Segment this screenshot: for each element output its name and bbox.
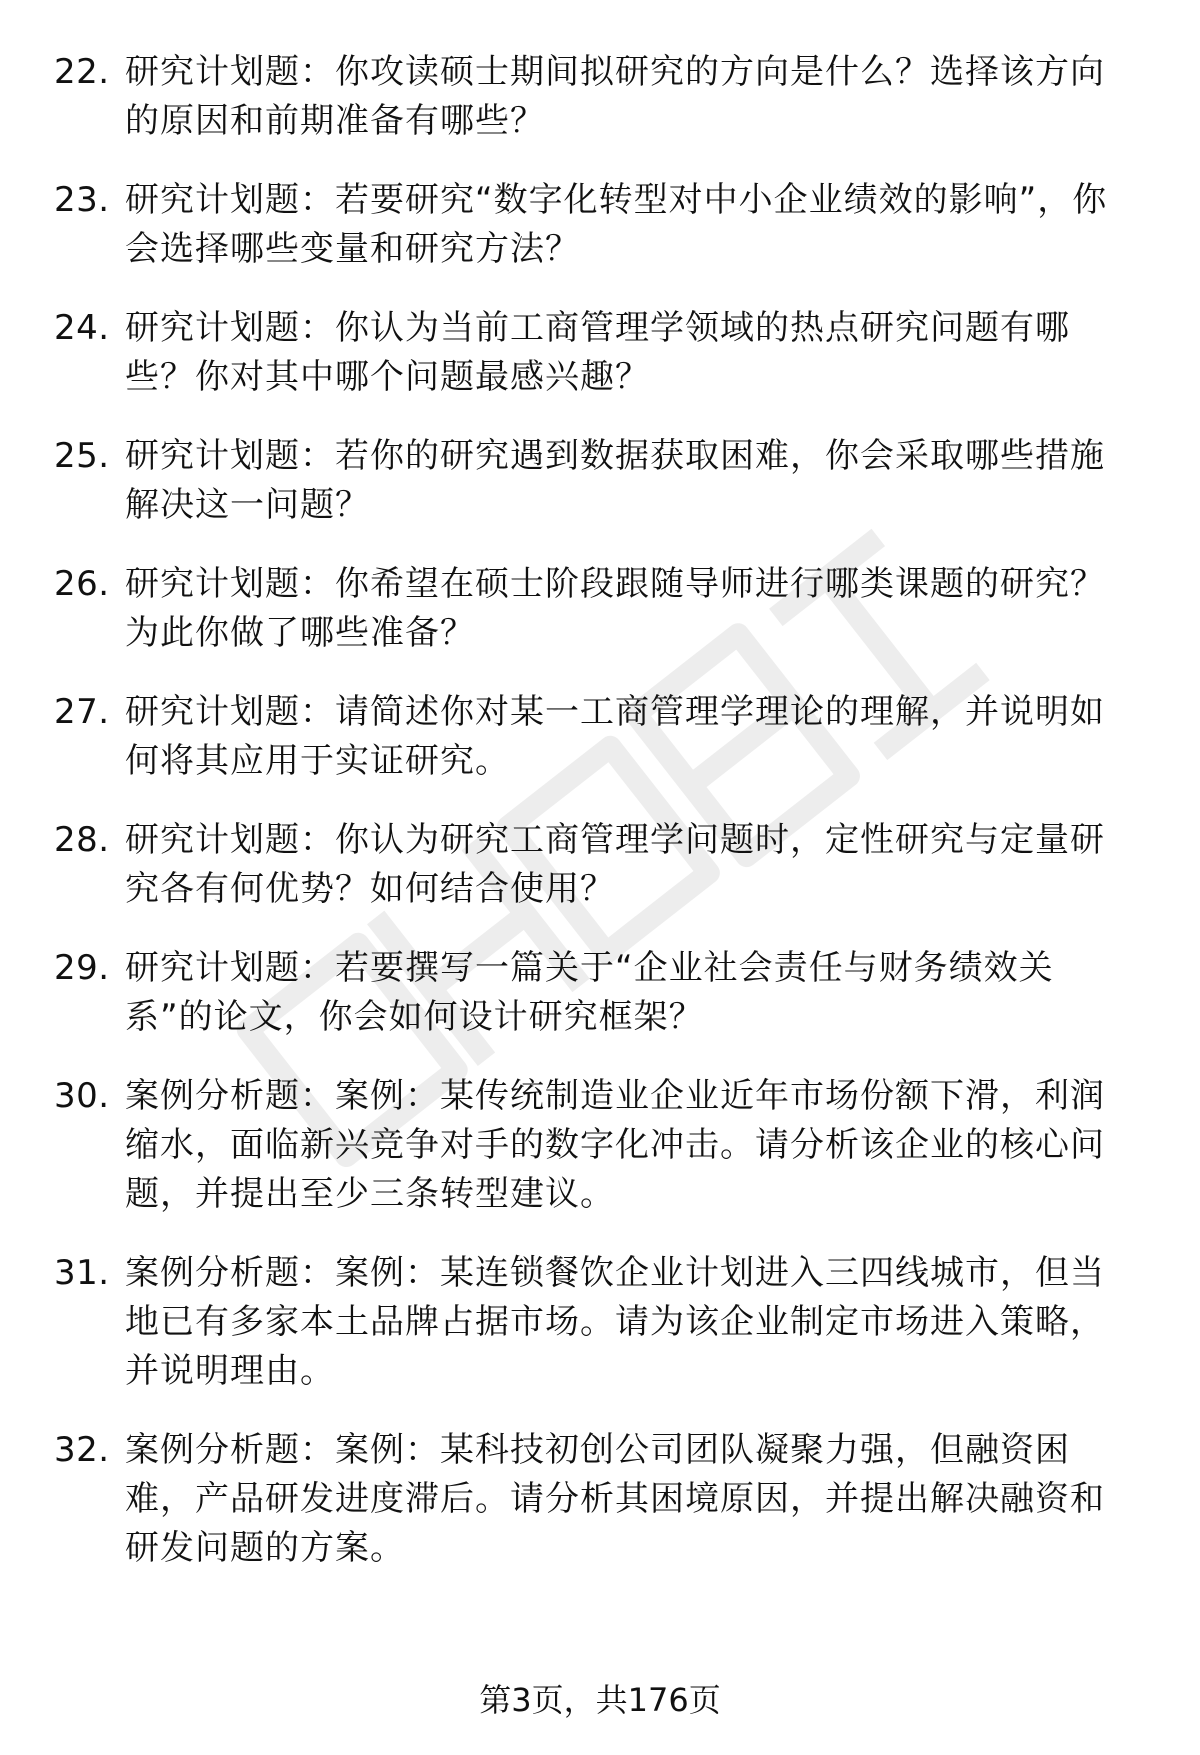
question-text: 研究计划题：你攻读硕士期间拟研究的方向是什么？选择该方向的原因和前期准备有哪些？ bbox=[125, 52, 1105, 141]
list-item bbox=[0, 560, 1200, 658]
list-item bbox=[0, 688, 1200, 786]
list-item bbox=[0, 304, 1200, 402]
question-number: 24. bbox=[54, 308, 110, 348]
list-item bbox=[0, 816, 1200, 914]
question-text: 研究计划题：若要撰写一篇关于“企业社会责任与财务绩效关系”的论文，你会如何设计研究框架？ bbox=[125, 948, 1054, 1037]
list-item bbox=[0, 1249, 1200, 1396]
question-number: 30. bbox=[54, 1076, 110, 1116]
question-number: 23. bbox=[54, 180, 110, 220]
list-item bbox=[0, 432, 1200, 530]
question-list bbox=[0, 48, 1200, 1603]
question-text: 研究计划题：你希望在硕士阶段跟随导师进行哪类课题的研究？为此你做了哪些准备？ bbox=[125, 564, 1105, 653]
question-text: 研究计划题：若要研究“数字化转型对中小企业绩效的影响”，你会选择哪些变量和研究方法？ bbox=[125, 180, 1108, 269]
page-number-footer: 第3页，共176页 bbox=[479, 1681, 721, 1719]
list-item bbox=[0, 176, 1200, 274]
question-number: 25. bbox=[54, 436, 110, 476]
question-text: 案例分析题：案例：某传统制造业企业近年市场份额下滑，利润缩水，面临新兴竞争对手的数字化冲击。请分析该企业的核心问题，并提出至少三条转型建议。 bbox=[125, 1076, 1105, 1214]
question-text: 研究计划题：请简述你对某一工商管理学理论的理解，并说明如何将其应用于实证研究。 bbox=[125, 692, 1105, 781]
question-text: 研究计划题：你认为研究工商管理学问题时，定性研究与定量研究各有何优势？如何结合使用？ bbox=[125, 820, 1105, 909]
list-item bbox=[0, 1072, 1200, 1219]
question-number: 32. bbox=[54, 1430, 110, 1470]
list-item bbox=[0, 1426, 1200, 1573]
question-number: 22. bbox=[54, 52, 110, 92]
list-item bbox=[0, 944, 1200, 1042]
question-text: 研究计划题：你认为当前工商管理学领域的热点研究问题有哪些？你对其中哪个问题最感兴趣？ bbox=[125, 308, 1070, 397]
question-number: 27. bbox=[54, 692, 110, 732]
list-item bbox=[0, 48, 1200, 146]
question-number: 31. bbox=[54, 1253, 110, 1293]
question-text: 案例分析题：案例：某科技初创公司团队凝聚力强，但融资困难，产品研发进度滞后。请分析其困境原因，并提出解决融资和研发问题的方案。 bbox=[125, 1430, 1105, 1568]
question-text: 案例分析题：案例：某连锁餐饮企业计划进入三四线城市，但当地已有多家本土品牌占据市场。请为该企业制定市场进入策略，并说明理由。 bbox=[125, 1253, 1105, 1391]
question-number: 29. bbox=[54, 948, 110, 988]
question-number: 26. bbox=[54, 564, 110, 604]
question-text: 研究计划题：若你的研究遇到数据获取困难，你会采取哪些措施解决这一问题？ bbox=[125, 436, 1105, 525]
question-number: 28. bbox=[54, 820, 110, 860]
